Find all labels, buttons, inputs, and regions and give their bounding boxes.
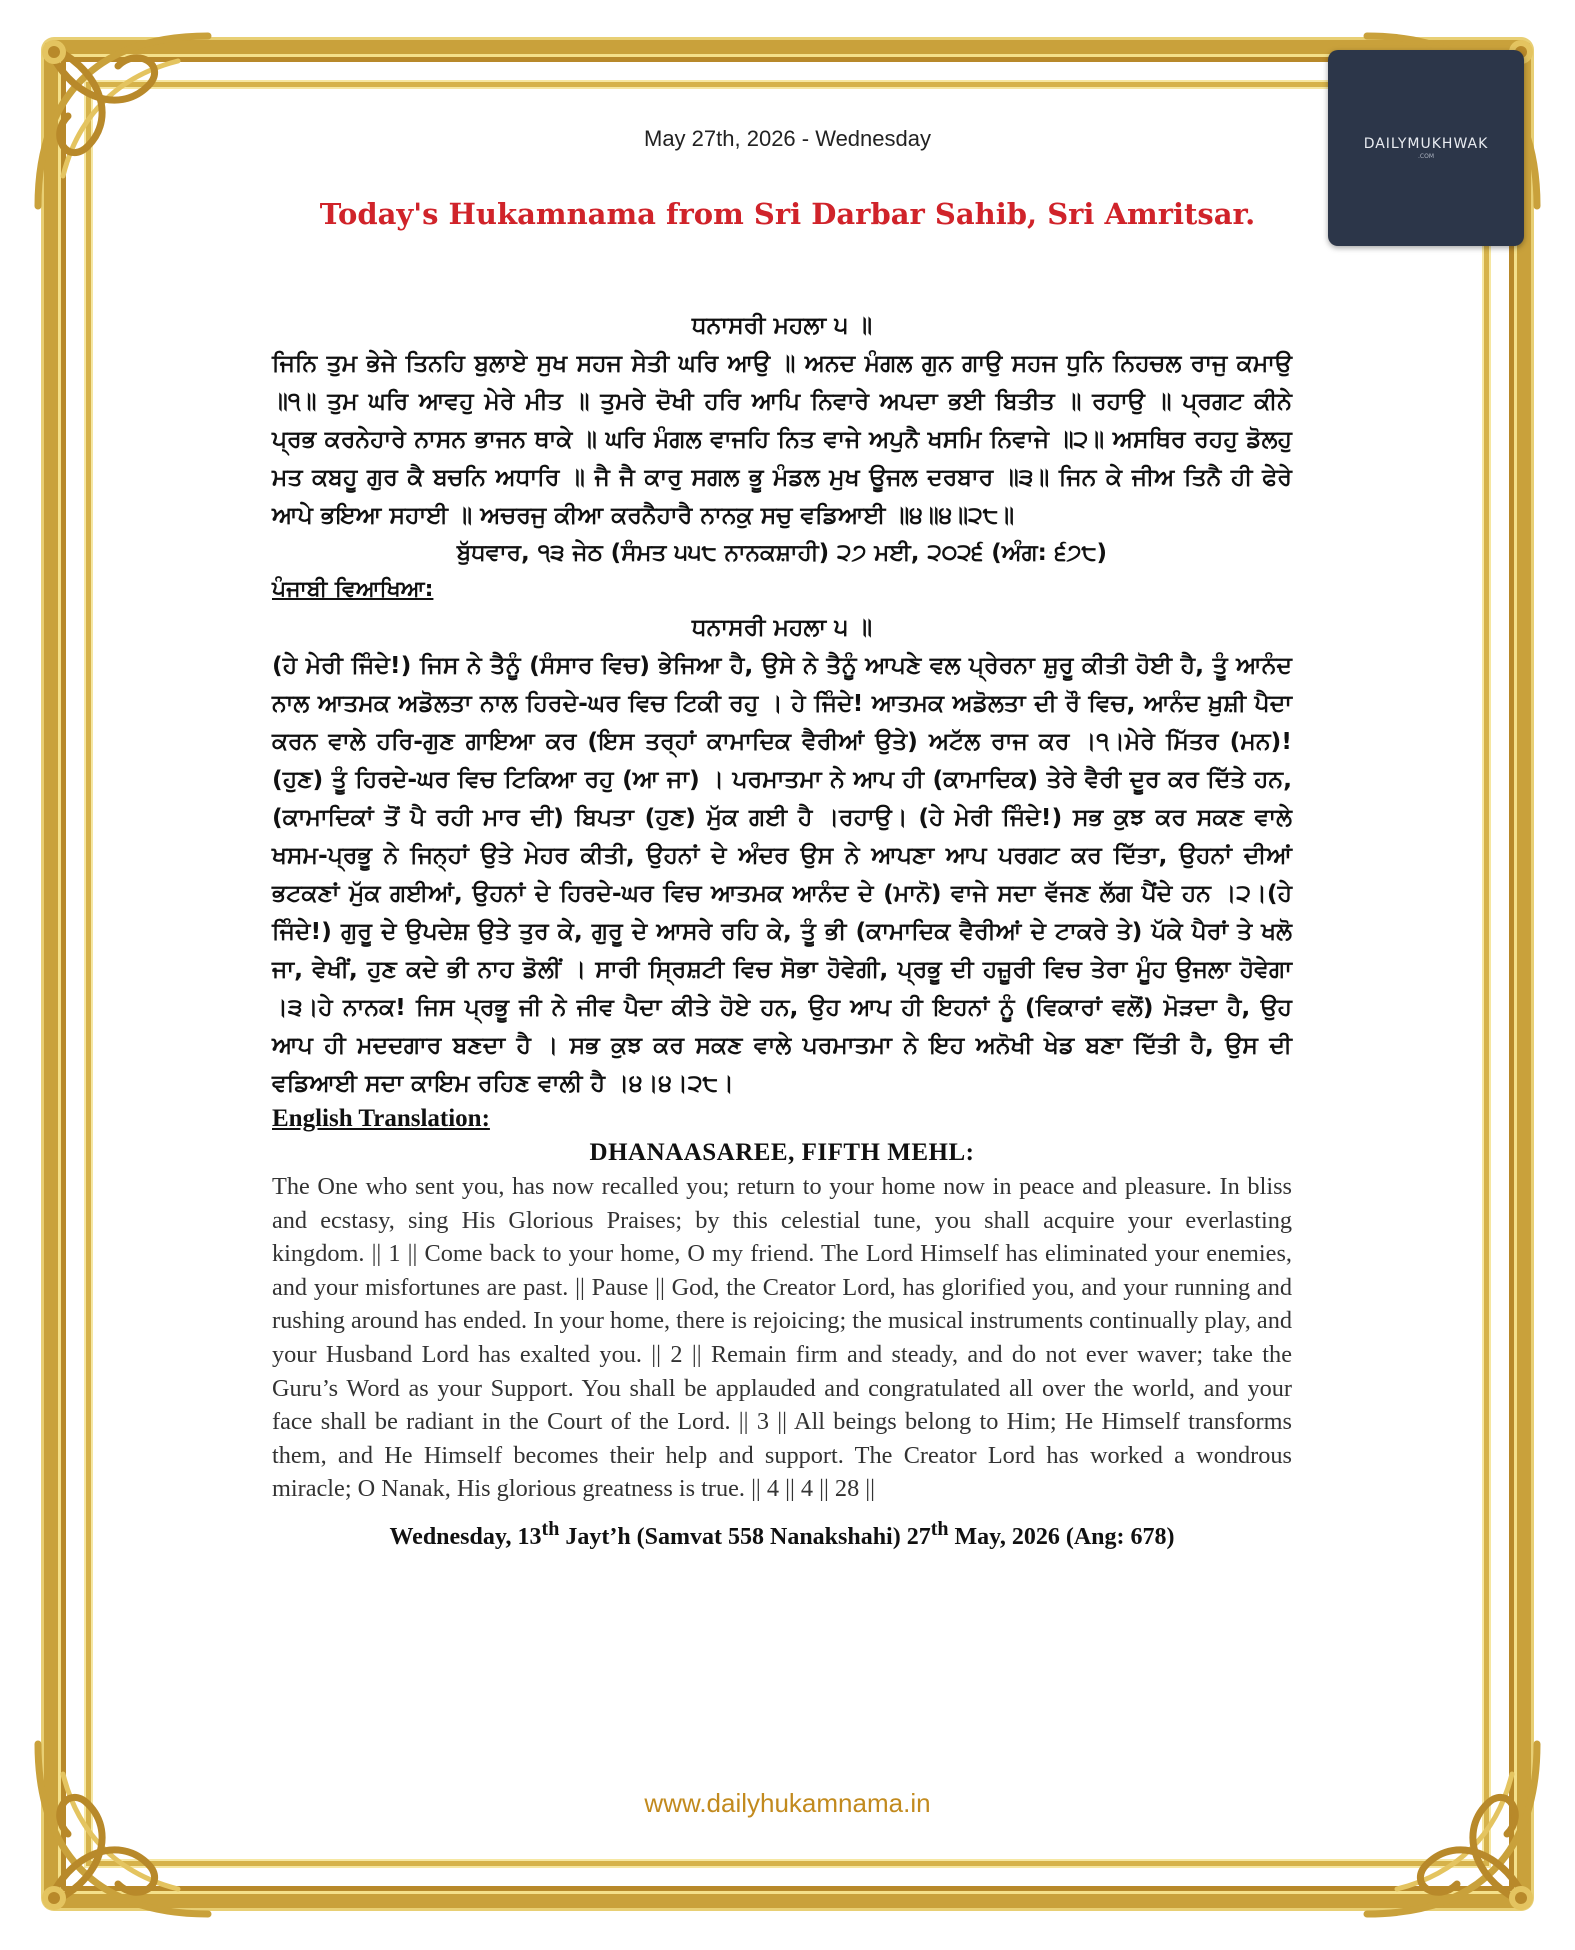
english-date-mid: Jayt’h (Samvat 558 Nanakshahi) 27: [559, 1523, 931, 1550]
footer-url[interactable]: www.dailyhukamnama.in: [644, 1788, 931, 1818]
corner-ornament-bottom-right: [1337, 1714, 1567, 1944]
english-text: The One who sent you, has now recalled you; return to your home now in peace and pleasure. In bliss and ecstasy, sing His Glorious Praises; by this celestial tune, you shall acquire your everlasting kingdom. || 1 || Come back to your home, O my friend. The Lord Himself has eliminated your enemies, and your misfortunes are past. || Pause || God, the Creator Lord, has glorified you, and your running and rushing around has ended. In your home, there is rejoicing; the musical instruments continually play, and your Husband Lord has exalted you. || 2 || Remain firm and steady, and do not ever waver; take the Guru’s Word as your Support. You shall be applauded and congratulated all over the world, and your face shall be radiant in the Court of the Lord. || 3 || All beings belong to Him; He Himself transforms them, and He Himself becomes their help and support. The Creator Lord has worked a wondrous miracle; O Nanak, His glorious greatness is true. || 4 || 4 || 28 ||: [272, 1173, 1293, 1503]
gurbani-date: ਬੁੱਧਵਾਰ, ੧੩ ਜੇਠ (ਸੰਮਤ ੫੫੮ ਨਾਨਕਸ਼ਾਹੀ) ੨੭ ਮਈ, ੨੦੨੬ (ਅੰਗ: ੬੭੮): [456, 540, 1108, 566]
english-date-post: May, 2026 (Ang: 678): [948, 1523, 1175, 1550]
logo-brand-text: DAILYMUKHWAK: [1363, 136, 1489, 152]
english-date-sup2: th: [930, 1517, 949, 1540]
punjabi-text: (ਹੇ ਮੇਰੀ ਜਿੰਦੇ!) ਜਿਸ ਨੇ ਤੈਨੂੰ (ਸੰਸਾਰ ਵਿਚ) ਭੇਜਿਆ ਹੈ, ਉਸੇ ਨੇ ਤੈਨੂੰ ਆਪਣੇ ਵਲ ਪ੍ਰੇਰਨਾ ਸ਼ੁਰੂ ਕੀਤੀ ਹੋਈ ਹੈ, ਤੂੰ ਆਨੰਦ ਨਾਲ ਆਤਮਕ ਅਡੋਲਤਾ ਨਾਲ ਹਿਰਦੇ-ਘਰ ਵਿਚ ਟਿਕੀ ਰਹੁ । ਹੇ ਜਿੰਦੇ! ਆਤਮਕ ਅਡੋਲਤਾ ਦੀ ਰੌ ਵਿਚ, ਆਨੰਦ ਖ਼ੁਸ਼ੀ ਪੈਦਾ ਕਰਨ ਵਾਲੇ ਹਰਿ-ਗੁਣ ਗਾਇਆ ਕਰ (ਇਸ ਤਰ੍ਹਾਂ ਕਾਮਾਦਿਕ ਵੈਰੀਆਂ ਉਤੇ) ਅਟੱਲ ਰਾਜ ਕਰ ।੧।ਮੇਰੇ ਮਿੱਤਰ (ਮਨ)! (ਹੁਣ) ਤੂੰ ਹਿਰਦੇ-ਘਰ ਵਿਚ ਟਿਕਿਆ ਰਹੁ (ਆ ਜਾ) । ਪਰਮਾਤਮਾ ਨੇ ਆਪ ਹੀ (ਕਾਮਾਦਿਕ) ਤੇਰੇ ਵੈਰੀ ਦੂਰ ਕਰ ਦਿੱਤੇ ਹਨ, (ਕਾਮਾਦਿਕਾਂ ਤੋਂ ਪੈ ਰਹੀ ਮਾਰ ਦੀ) ਬਿਪਤਾ (ਹੁਣ) ਮੁੱਕ ਗਈ ਹੈ ।ਰਹਾਉ। (ਹੇ ਮੇਰੀ ਜਿੰਦੇ!) ਸਭ ਕੁਝ ਕਰ ਸਕਣ ਵਾਲੇ ਖਸਮ-ਪ੍ਰਭੂ ਨੇ ਜਿਨ੍ਹਾਂ ਉਤੇ ਮੇਹਰ ਕੀਤੀ, ਉਹਨਾਂ ਦੇ ਅੰਦਰ ਉਸ ਨੇ ਆਪਣਾ ਆਪ ਪਰਗਟ ਕਰ ਦਿੱਤਾ, ਉਹਨਾਂ ਦੀਆਂ ਭਟਕਣਾਂ ਮੁੱਕ ਗਈਆਂ, ਉਹਨਾਂ ਦੇ ਹਿਰਦੇ-ਘਰ ਵਿਚ ਆਤਮਕ ਆਨੰਦ ਦੇ (ਮਾਨੋ) ਵਾਜੇ ਸਦਾ ਵੱਜਣ ਲੱਗ ਪੈਂਦੇ ਹਨ ।੨।(ਹੇ ਜਿੰਦੇ!) ਗੁਰੂ ਦੇ ਉਪਦੇਸ਼ ਉਤੇ ਤੁਰ ਕੇ, ਗੁਰੂ ਦੇ ਆਸਰੇ ਰਹਿ ਕੇ, ਤੂੰ ਭੀ (ਕਾਮਾਦਿਕ ਵੈਰੀਆਂ ਦੇ ਟਾਕਰੇ ਤੇ) ਪੱਕੇ ਪੈਰਾਂ ਤੇ ਖਲੋ ਜਾ, ਵੇਖੀਂ, ਹੁਣ ਕਦੇ ਭੀ ਨਾਹ ਡੋਲੀਂ । ਸਾਰੀ ਸ੍ਰਿਸ਼ਟੀ ਵਿਚ ਸੋਭਾ ਹੋਵੇਗੀ, ਪ੍ਰਭੂ ਦੀ ਹਜ਼ੂਰੀ ਵਿਚ ਤੇਰਾ ਮੂੰਹ ਉਜਲਾ ਹੋਵੇਗਾ ।੩।ਹੇ ਨਾਨਕ! ਜਿਸ ਪ੍ਰਭੂ ਜੀ ਨੇ ਜੀਵ ਪੈਦਾ ਕੀਤੇ ਹੋਏ ਹਨ, ਉਹ ਆਪ ਹੀ ਇਹਨਾਂ ਨੂੰ (ਵਿਕਾਰਾਂ ਵਲੋਂ) ਮੋੜਦਾ ਹੈ, ਉਹ ਆਪ ਹੀ ਮਦਦਗਾਰ ਬਣਦਾ ਹੈ । ਸਭ ਕੁਝ ਕਰ ਸਕਣ ਵਾਲੇ ਪਰਮਾਤਮਾ ਨੇ ਇਹ ਅਨੋਖੀ ਖੇਡ ਬਣਾ ਦਿੱਤੀ ਹੈ, ਉਸ ਦੀ ਵਡਿਆਈ ਸਦਾ ਕਾਇਮ ਰਹਿਣ ਵਾਲੀ ਹੈ ।੪।੪।੨੮।: [272, 651, 1292, 1097]
page-date: May 27th, 2026 - Wednesday: [644, 126, 931, 151]
gurbani-text: ਜਿਨਿ ਤੁਮ ਭੇਜੇ ਤਿਨਹਿ ਬੁਲਾਏ ਸੁਖ ਸਹਜ ਸੇਤੀ ਘਰਿ ਆਉ ॥ ਅਨਦ ਮੰਗਲ ਗੁਨ ਗਾਉ ਸਹਜ ਧੁਨਿ ਨਿਹਚਲ ਰਾਜੁ ਕਮਾਉ ॥੧॥ ਤੁਮ ਘਰਿ ਆਵਹੁ ਮੇਰੇ ਮੀਤ ॥ ਤੁਮਰੇ ਦੋਖੀ ਹਰਿ ਆਪਿ ਨਿਵਾਰੇ ਅਪਦਾ ਭਈ ਬਿਤੀਤ ॥ ਰਹਾਉ ॥ ਪ੍ਰਗਟ ਕੀਨੇ ਪ੍ਰਭ ਕਰਨੇਹਾਰੇ ਨਾਸਨ ਭਾਜਨ ਥਾਕੇ ॥ ਘਰਿ ਮੰਗਲ ਵਾਜਹਿ ਨਿਤ ਵਾਜੇ ਅਪੁਨੈ ਖਸਮਿ ਨਿਵਾਜੇ ॥੨॥ ਅਸਥਿਰ ਰਹਹੁ ਡੋਲਹੁ ਮਤ ਕਬਹੂ ਗੁਰ ਕੈ ਬਚਨਿ ਅਧਾਰਿ ॥ ਜੈ ਜੈ ਕਾਰੁ ਸਗਲ ਭੂ ਮੰਡਲ ਮੁਖ ਊਜਲ ਦਰਬਾਰ ॥੩॥ ਜਿਨ ਕੇ ਜੀਅ ਤਿਨੈ ਹੀ ਫੇਰੇ ਆਪੇ ਭਇਆ ਸਹਾਈ ॥ ਅਚਰਜੁ ਕੀਆ ਕਰਨੈਹਾਰੈ ਨਾਨਕੁ ਸਚੁ ਵਡਿਆਈ ॥੪॥੪॥੨੮॥: [272, 349, 1292, 529]
english-label: English Translation:: [272, 1105, 490, 1132]
punjabi-heading: ਧਨਾਸਰੀ ਮਹਲਾ ੫ ॥: [691, 613, 873, 641]
main-content: [272, 306, 1292, 1560]
logo-sub-text: .COM: [1418, 153, 1434, 160]
corner-ornament-bottom-left: [8, 1714, 238, 1944]
english-date-sup1: th: [541, 1517, 560, 1540]
english-date: [272, 1506, 1292, 1560]
punjabi-label: ਪੰਜਾਬੀ ਵਿਆਖਿਆ:: [272, 577, 434, 602]
gurbani-heading: ਧਨਾਸਰੀ ਮਹਲਾ ੫ ॥: [691, 311, 873, 339]
english-date-pre: Wednesday, 13: [389, 1523, 542, 1550]
english-heading: DHANAASAREE, FIFTH MEHL:: [589, 1139, 975, 1166]
page-title: Today's Hukamnama from Sri Darbar Sahib, Sri Amritsar.: [319, 197, 1256, 231]
